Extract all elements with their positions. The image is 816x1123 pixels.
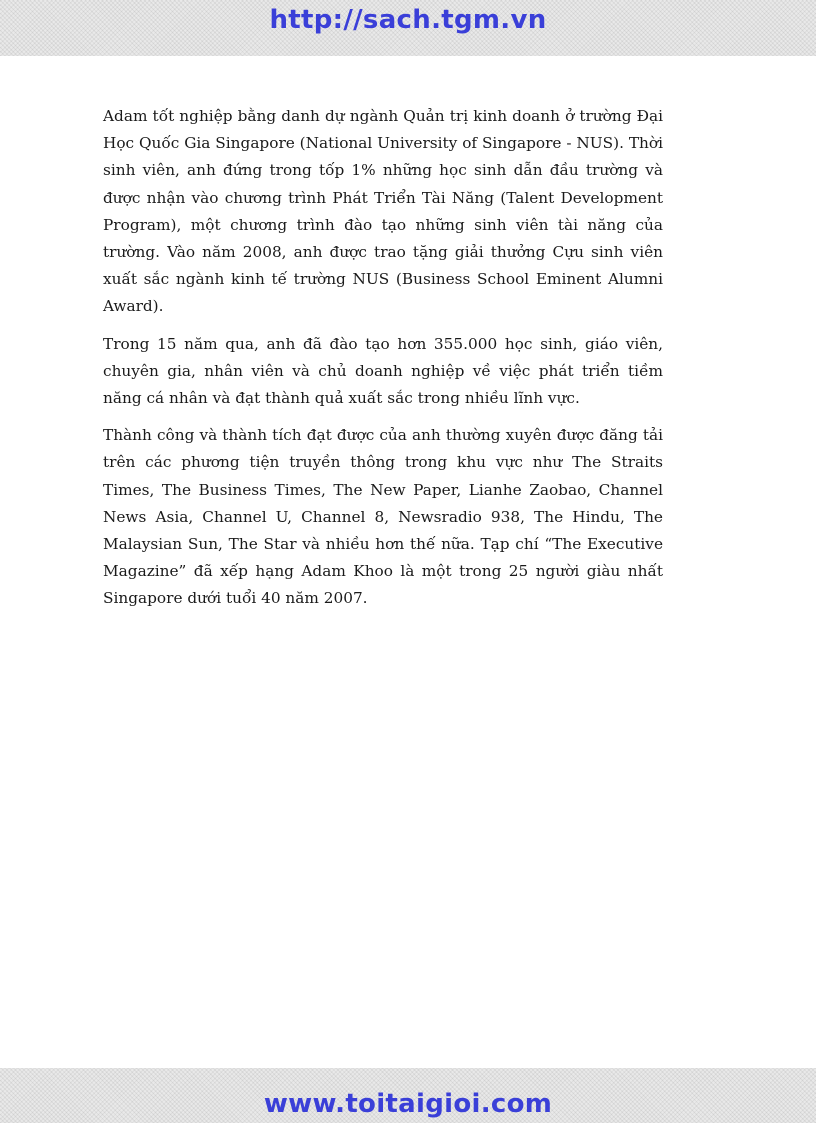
header-site-link[interactable]: http://sach.tgm.vn [269,5,547,35]
header-banner [0,0,816,56]
page-content [103,103,663,623]
paragraph-media: Thành công và thành tích đạt được của anh thường xuyên được đăng tải trên các phương tiện truyền thông trong khu vực như The Straits Times, The Business Times, The New Paper, Lianhe Zaobao, Channel News Asia, Channel U, Channel 8, Newsradio 938, The Hindu, The Malaysian Sun, The Star và nhiều hơn thế nữa. Tạp chí “The Executive Magazine” đã xếp hạng Adam Khoo là một trong 25 người giàu nhất Singapore dưới tuổi 40 năm 2007. [103,426,663,608]
paragraph-education: Adam tốt nghiệp bằng danh dự ngành Quản trị kinh doanh ở trường Đại Học Quốc Gia Singapore (National University of Singapore - NUS). Thời sinh viên, anh đứng trong tốp 1% những học sinh dẫn đầu trường và được nhận vào chương trình Phát Triển Tài Năng (Talent Development Program), một chương trình đào tạo những sinh viên tài năng của trường. Vào năm 2008, anh được trao tặng giải thưởng Cựu sinh viên xuất sắc ngành kinh tế trường NUS (Business School Eminent Alumni Award). [103,107,663,316]
paragraph-training: Trong 15 năm qua, anh đã đào tạo hơn 355.000 học sinh, giáo viên, chuyên gia, nhân viên và chủ doanh nghiệp về việc phát triển tiềm năng cá nhân và đạt thành quả xuất sắc trong nhiều lĩnh vực. [103,334,663,408]
footer-site-link[interactable]: www.toitaigioi.com [263,1088,553,1119]
footer-banner [0,1068,816,1123]
